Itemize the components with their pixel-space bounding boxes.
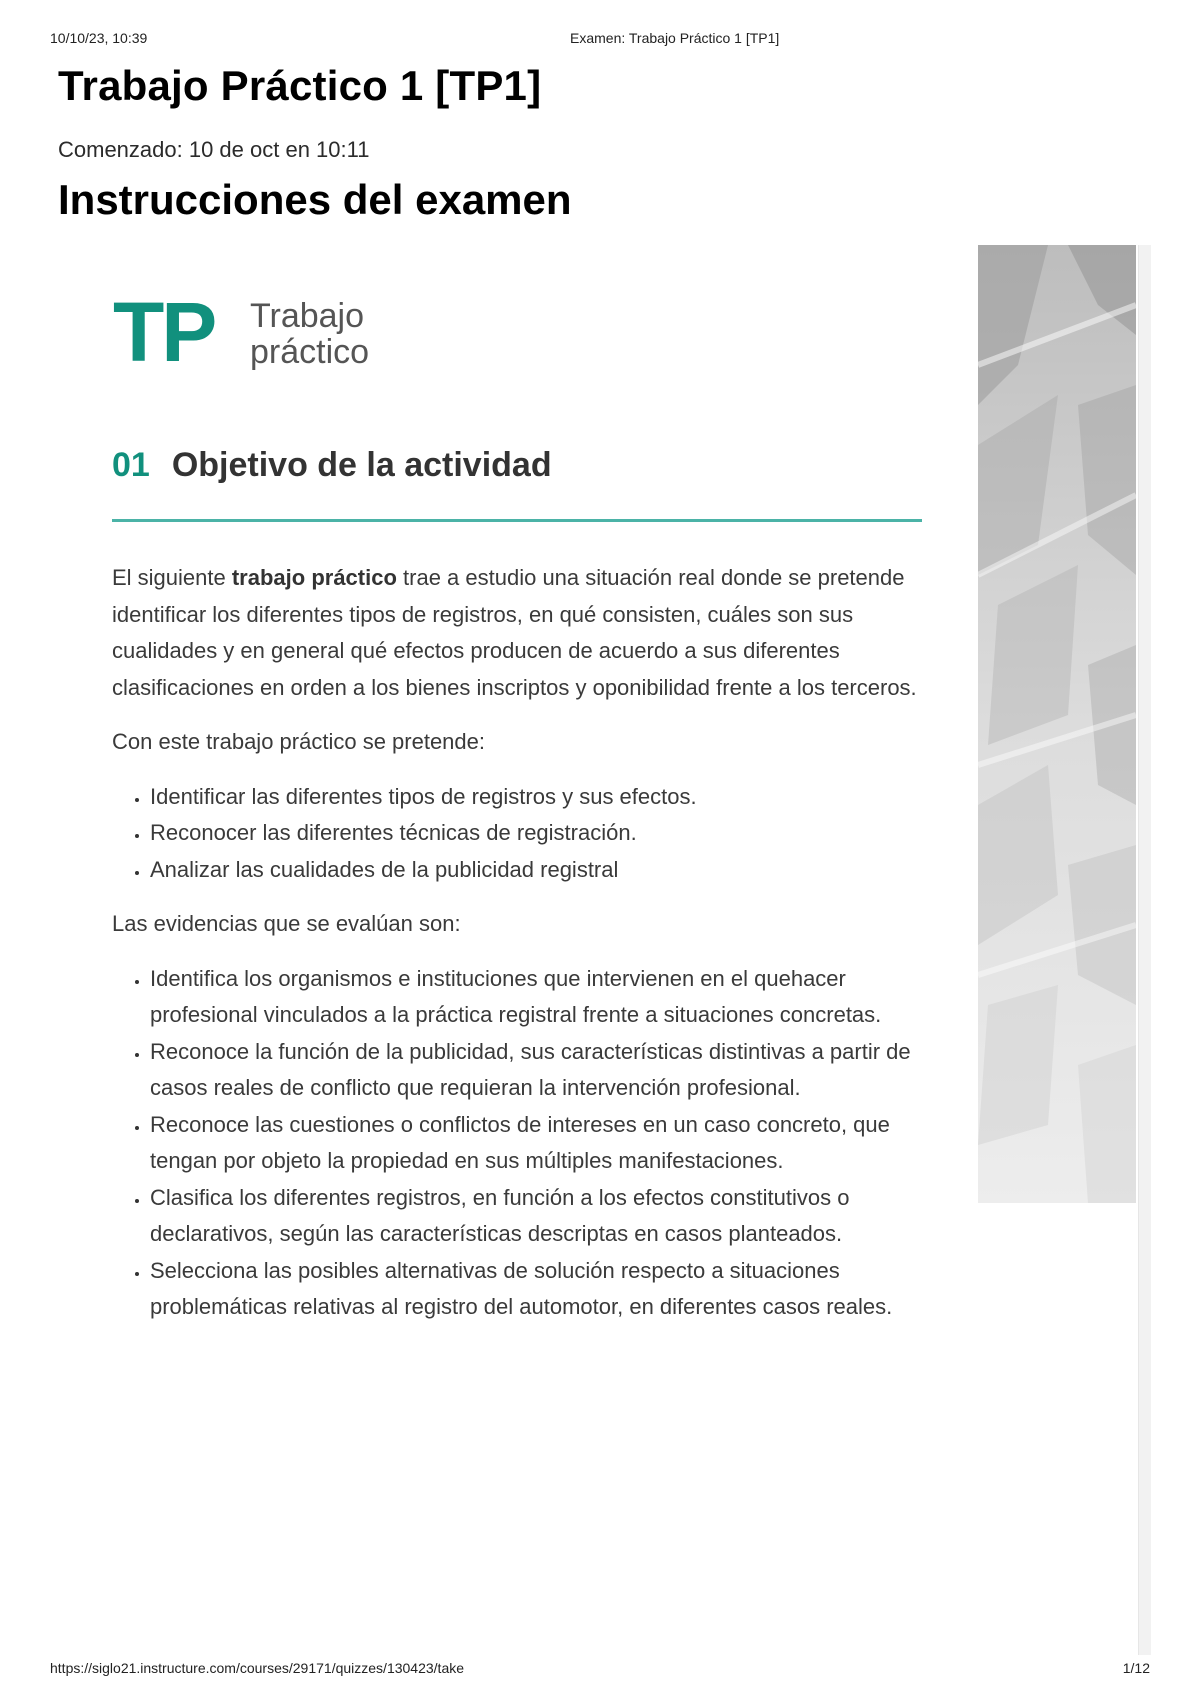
tp-logo (113, 285, 393, 380)
section-divider (112, 519, 922, 522)
evidence-item: • Reconoce la función de la publicidad, sus características distintivas a partir de casos reales de conflicto que requieran la intervención profesional. (150, 1034, 927, 1107)
tp-logo-line1: Trabajo (250, 297, 365, 335)
evidence-item: • Clasifica los diferentes registros, en función a los efectos constitutivos o declarativos, según las características descriptas en casos planteados. (150, 1180, 927, 1253)
evidence-intro: Las evidencias que se evalúan son: (112, 911, 461, 936)
decorative-banner-image (978, 245, 1136, 1203)
intro-paragraph (112, 560, 927, 706)
print-header (50, 30, 1150, 50)
intro-bold: trabajo práctico (231, 565, 397, 590)
evidence-item: • Reconoce las cuestiones o conflictos de intereses en un caso concreto, que tengan por objeto la propiedad en sus múltiples manifestaciones. (150, 1107, 927, 1180)
evidence-list (112, 961, 927, 1326)
tp-logo-line2: práctico (250, 333, 370, 371)
section-number: 01 (112, 446, 150, 484)
started-timestamp: Comenzado: 10 de oct en 10:11 (58, 137, 370, 162)
goal-item: • Identificar las diferentes tipos de registros y sus efectos. (150, 779, 927, 816)
evidence-item: • Identifica los organismos e instituciones que intervienen en el quehacer profesional vinculados a la práctica registral frente a situaciones concretas. (150, 961, 927, 1034)
section-heading (112, 446, 552, 485)
print-footer (50, 1660, 1150, 1680)
tp-logo-text (250, 298, 369, 370)
goals-list (112, 779, 927, 889)
intro-prefix: El siguiente (112, 565, 232, 590)
scrollbar-track[interactable] (1138, 245, 1151, 1655)
abstract-architecture-graphic (978, 245, 1136, 1203)
evidence-item: • Selecciona las posibles alternativas de solución respecto a situaciones problemáticas relativas al registro del automotor, en diferentes casos reales. (150, 1253, 927, 1326)
print-page-number: 1/12 (1122, 1660, 1150, 1676)
goal-item: • Analizar las cualidades de la publicidad registral (150, 852, 927, 889)
intro-suffix: trae a estudio una situación real donde se pretende identificar los diferentes tipos de registros, en qué consisten, cuáles son sus cualidades y en general qué efectos producen de acuerdo a sus diferentes clasificaciones en orden a los bienes inscriptos y oponibilidad frente a los terceros. (112, 565, 917, 700)
print-url: https://siglo21.instructure.com/courses/29171/quizzes/130423/take (50, 1660, 465, 1676)
print-document-title: Examen: Trabajo Práctico 1 [TP1] (570, 30, 780, 46)
instructions-heading: Instrucciones del examen (58, 176, 572, 223)
page-title: Trabajo Práctico 1 [TP1] (58, 62, 542, 109)
instructions-content (112, 560, 927, 1344)
section-title: Objetivo de la actividad (171, 446, 552, 484)
goal-item: • Reconocer las diferentes técnicas de registración. (150, 815, 927, 852)
tp-logo-mark: TP (113, 285, 215, 379)
print-date: 10/10/23, 10:39 (50, 30, 148, 46)
goals-intro: Con este trabajo práctico se pretende: (112, 729, 486, 754)
